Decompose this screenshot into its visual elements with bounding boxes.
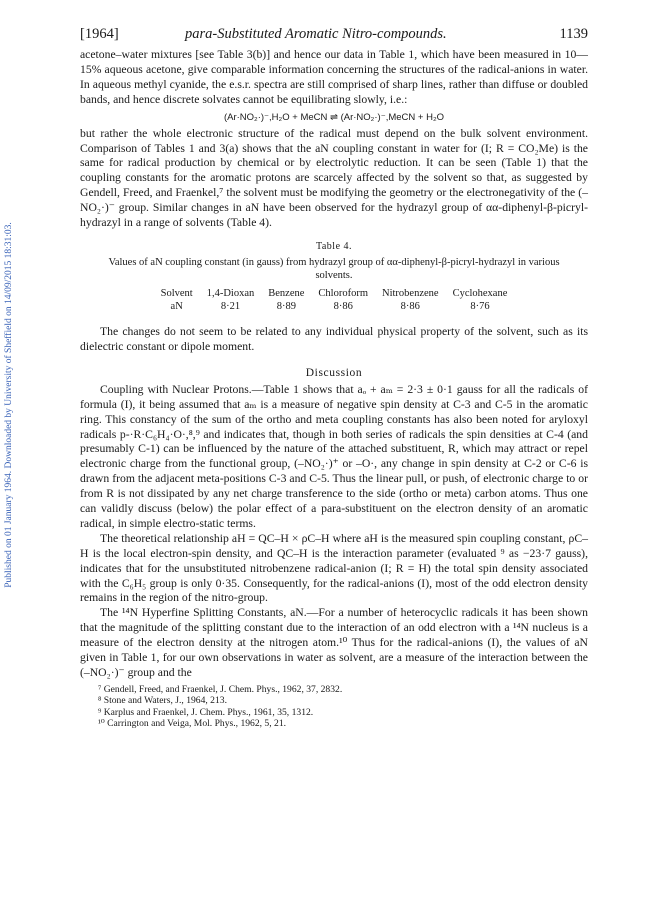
paragraph-2: but rather the whole electronic structure of the radical must depend on the bulk solvent environment. Comparison of Tables 1 and 3(a) shows that the aN coupling constant in water for (I; R = CO₂Me) is the same for radical production by chemical or by electrolytic reduction. It can be seen (Table 1) that the coupling constants for the aromatic protons are scarcely affected by the solvent so that, as suggested by Gendell, Freed, and Fraenkel,⁷ the solvent must be modifying the geometry or the electronegativity of the (–NO₂·)⁻ group. Similar changes in aN have been observed for the hydrazyl group of αα-diphenyl-β-picryl-hydrazyl in a range of solvents (Table 4). (80, 126, 588, 230)
running-title (185, 26, 447, 43)
section-heading: Discussion (305, 366, 363, 379)
reference-item: ⁹ Karplus and Fraenkel, J. Chem. Phys., 1961, 35, 1312. (98, 706, 314, 718)
journal-page (80, 22, 588, 730)
table-row-header: Solvent (160, 287, 193, 299)
table-cell: 8·21 (220, 300, 241, 312)
header-year: [1964] (80, 26, 119, 42)
table-4 (154, 287, 515, 313)
table-cell: 1,4-Dioxan (206, 287, 255, 299)
running-title-prefix: para- (185, 26, 218, 42)
paragraph-6: The ¹⁴N Hyperfine Splitting Constants, aN.—For a number of heterocyclic radicals it has been shown that the magnitude of the splitting constant due to the interaction of an odd electron with a ¹⁴N nucleus is a measure of the electron density at the nitrogen atom.¹⁰ Thus for the radical-anions (I), the values of aN given in Table 1, for our own observations in water as solvent, are a measure of the interaction between the (–NO₂·)⁻ group and the (80, 606, 588, 679)
paragraph-4: Coupling with Nuclear Protons.—Table 1 shows that aₒ + aₘ = 2·3 ± 0·1 gauss for all the radicals of formula (I), it being assumed that aₘ is a measure of negative spin density at C-3 and C-5 in the aromatic ring. This constancy of the sum of the ortho and meta coupling constants has also been noted for aryloxyl radicals p-·R·C₆H₄·O·,⁸,⁹ and indicates that, though in both series of radicals the spin densities at C-4 (and presumably C-1) can be influenced by the nature of the attached substituent, R, which may attract or repel electronic charge from the functional group, (–NO₂·)⁺ or –O·, any change in spin density at C-2 or C-6 is drawn from the adjacent meta-positions C-3 and C-5. Thus the linear pull, or push, of electronic charge to or from R is not dissipated by any net charge transference to the side (ortho or meta) carbon atoms. Thus one can validly discuss (below) the polar effect of a para-substituent on the electron density of an aromatic radical, in simple electro-static terms. (80, 382, 588, 530)
table-cell: 8·76 (470, 300, 490, 312)
paragraph-3: The changes do not seem to be related to any individual physical property of the solvent, such as its dielectric constant or dipole moment. (80, 324, 588, 353)
page-header (80, 22, 588, 48)
paragraph-5: The theoretical relationship aH = QC–H × ρC–H where aH is the measured spin coupling constant, ρC–H is the local electron-spin density, and QC–H is the interaction parameter (evaluated ⁹ as −23·7 gauss), indicates that for the unsubstituted nitrobenzene radical-anion (I; R = H) the total spin density associated with the C₆H₅ group is only 0·35. Consequently, for the radical-anions (I), most of the odd electron density remains in the region of the nitro-group. (80, 531, 588, 605)
table-cell: Nitrobenzene (382, 287, 439, 299)
running-title-main: Substituted Aromatic Nitro-compounds. (217, 26, 447, 42)
page-number: 1139 (559, 26, 588, 42)
table-row (154, 287, 515, 300)
table-cell: Cyclohexane (452, 287, 508, 299)
table-cell: Benzene (268, 287, 305, 299)
download-notice-text: Published on 01 January 1964. Downloaded by University of Sheffield on 14/09/2015 18:31:03. (4, 222, 14, 588)
table-4-caption: Values of aN coupling constant (in gauss) from hydrazyl group of αα-diphenyl-β-picryl-hydrazyl in various solvents. (108, 256, 560, 282)
download-notice-sidebar (2, 110, 16, 700)
reference-item: ¹⁰ Carrington and Veiga, Mol. Phys., 1962, 5, 21. (98, 718, 287, 730)
table-cell: 8·86 (333, 300, 353, 312)
table-cell: Chloroform (318, 287, 368, 299)
paragraph-1: acetone–water mixtures [see Table 3(b)] and hence our data in Table 1, which have been measured in 10—15% aqueous acetone, give comparable information concerning the structures of the radical-anions in water. In aqueous methyl cyanide, the e.s.r. spectra are still comprised of sharp lines, rather than diffuse or doubled bands, and hence discrete solvates cannot be equilibrating slowly, i.e.: (80, 48, 588, 106)
reference-item: ⁷ Gendell, Freed, and Fraenkel, J. Chem. Phys., 1962, 37, 2832. (98, 683, 343, 695)
references (80, 684, 588, 730)
reference-item: ⁸ Stone and Waters, J., 1964, 213. (98, 695, 227, 707)
equilibrium-equation: (Ar·NO₂·)⁻,H₂O + MeCN ⇌ (Ar·NO₂·)⁻,MeCN + H₂O (223, 111, 445, 123)
table-row-header: aN (170, 300, 183, 312)
table-cell: 8·86 (400, 300, 420, 312)
table-row (154, 300, 515, 313)
table-cell: 8·89 (276, 300, 296, 312)
table-4-label: Table 4. (315, 240, 353, 252)
